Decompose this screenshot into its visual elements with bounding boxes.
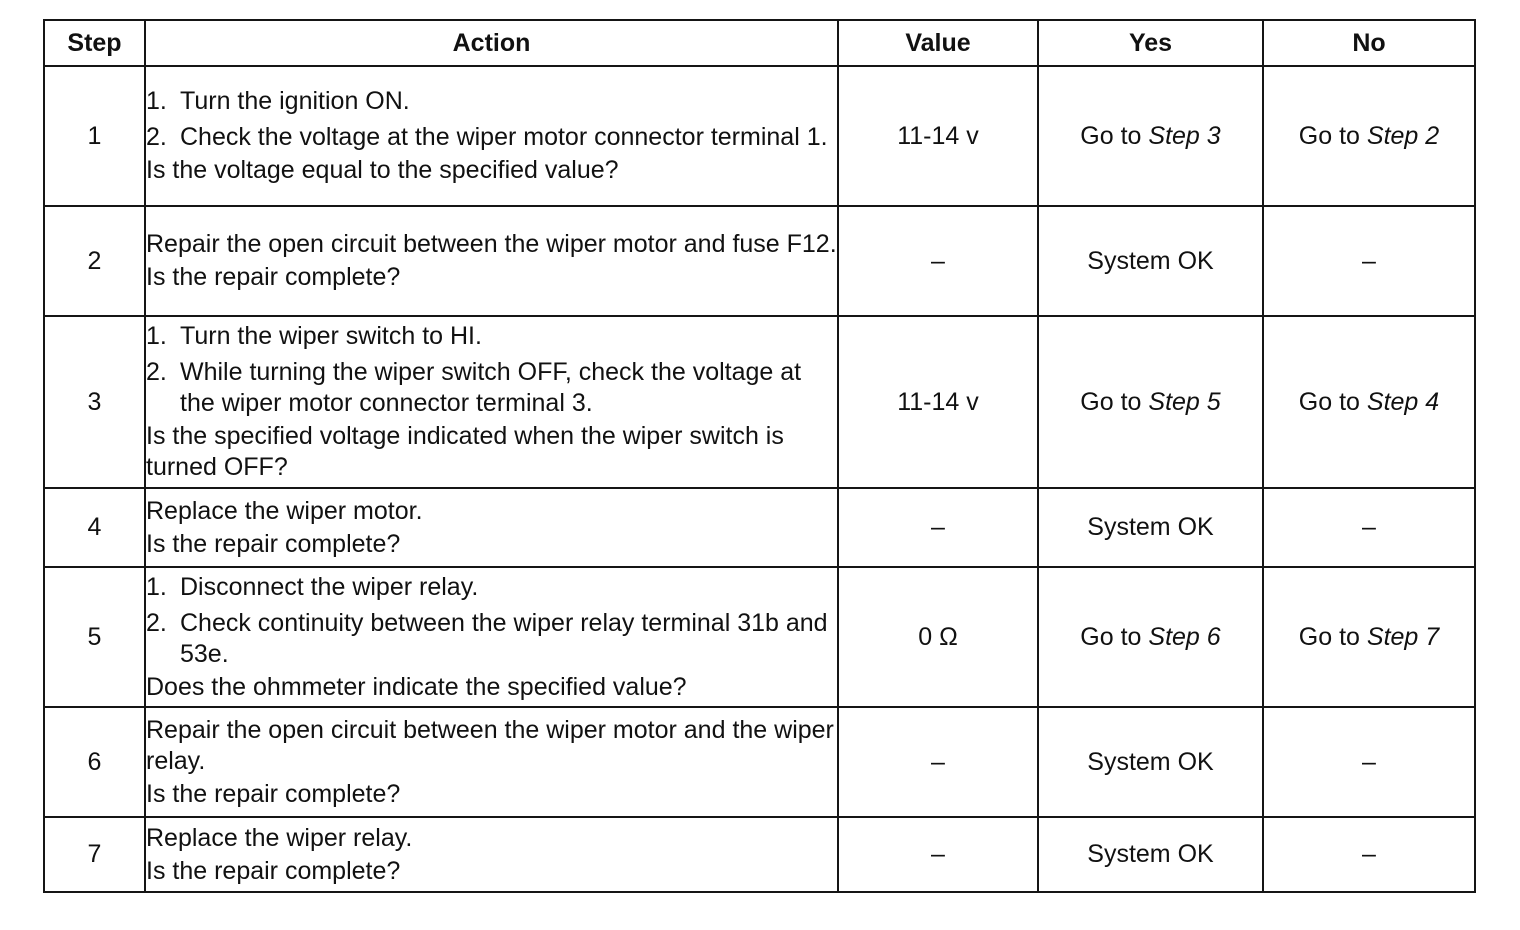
action-question: Is the repair complete?	[146, 779, 401, 808]
action-question: Is the repair complete?	[146, 263, 401, 291]
action-step-item	[146, 321, 837, 352]
table-row	[44, 206, 1475, 316]
action-cell	[145, 66, 838, 206]
no-cell	[1263, 66, 1475, 206]
action-instruction: Replace the wiper motor.	[146, 496, 423, 525]
action-item-number: 2.	[146, 358, 167, 386]
no-goto	[1299, 623, 1439, 651]
no-cell	[1263, 488, 1475, 567]
value-cell: 11-14 v	[838, 316, 1038, 488]
action-cell	[145, 817, 838, 892]
yes-cell	[1038, 488, 1263, 567]
action-cell	[145, 707, 838, 817]
yes-goto	[1080, 122, 1220, 150]
step-number-cell: 2	[44, 206, 145, 316]
action-question: Is the repair complete?	[146, 529, 401, 558]
action-cell	[145, 567, 838, 707]
value-cell: –	[838, 707, 1038, 817]
step-number-cell: 3	[44, 316, 145, 488]
header-value: Value	[838, 20, 1038, 66]
action-item-number: 1.	[146, 572, 167, 601]
no-cell	[1263, 567, 1475, 707]
table-row	[44, 66, 1475, 206]
action-item-number: 2.	[146, 123, 167, 151]
action-step-item	[146, 572, 837, 603]
no-text: –	[1362, 747, 1376, 776]
yes-cell	[1038, 206, 1263, 316]
header-step: Step	[44, 20, 145, 66]
yes-prefix: Go to	[1080, 622, 1142, 651]
no-cell	[1263, 707, 1475, 817]
yes-prefix: Go to	[1080, 121, 1142, 150]
action-item-text: Check continuity between the wiper relay terminal 31b and 53e.	[180, 608, 828, 668]
no-text: –	[1362, 840, 1376, 868]
no-text: –	[1362, 513, 1376, 541]
table-row	[44, 817, 1475, 892]
header-no: No	[1263, 20, 1475, 66]
action-question: Is the repair complete?	[146, 856, 401, 885]
no-prefix: Go to	[1298, 387, 1360, 416]
header-row	[44, 20, 1475, 66]
yes-text: System OK	[1087, 246, 1214, 275]
yes-goto	[1080, 388, 1220, 416]
yes-cell	[1038, 707, 1263, 817]
value-cell: 11-14 v	[838, 66, 1038, 206]
no-text: –	[1362, 246, 1376, 275]
table-row	[44, 567, 1475, 707]
yes-step-ref: Step 6	[1148, 622, 1221, 651]
yes-cell	[1038, 66, 1263, 206]
no-step-ref: Step 7	[1366, 622, 1440, 651]
no-prefix: Go to	[1298, 622, 1360, 651]
action-cell	[145, 206, 838, 316]
action-step-item	[146, 608, 837, 670]
action-instruction: Repair the open circuit between the wiper motor and the wiper relay.	[146, 715, 834, 775]
yes-cell	[1038, 567, 1263, 707]
yes-cell	[1038, 817, 1263, 892]
action-step-item	[146, 357, 837, 419]
step-number-cell: 5	[44, 567, 145, 707]
diagnostic-table-container	[43, 19, 1476, 893]
table-row	[44, 707, 1475, 817]
yes-text: System OK	[1087, 747, 1214, 776]
action-question: Is the voltage equal to the specified value?	[146, 156, 619, 184]
action-instruction: Repair the open circuit between the wiper motor and fuse F12.	[146, 230, 837, 258]
action-item-text: Check the voltage at the wiper motor connector terminal 1.	[180, 123, 828, 151]
no-step-ref: Step 2	[1366, 121, 1440, 150]
action-item-number: 2.	[146, 608, 167, 637]
action-instruction: Replace the wiper relay.	[146, 823, 413, 852]
table-row	[44, 488, 1475, 567]
step-number-cell: 4	[44, 488, 145, 567]
yes-text: System OK	[1087, 513, 1214, 541]
action-step-item	[146, 86, 837, 117]
value-cell: –	[838, 206, 1038, 316]
action-cell	[145, 316, 838, 488]
value-cell: –	[838, 817, 1038, 892]
action-item-text: Disconnect the wiper relay.	[180, 572, 479, 601]
no-cell	[1263, 817, 1475, 892]
action-step-item	[146, 122, 837, 153]
step-number-cell: 7	[44, 817, 145, 892]
action-item-number: 1.	[146, 87, 167, 115]
header-action: Action	[145, 20, 838, 66]
yes-goto	[1080, 623, 1220, 651]
header-yes: Yes	[1038, 20, 1263, 66]
diagnostic-table	[43, 19, 1476, 893]
yes-prefix: Go to	[1080, 387, 1142, 416]
action-item-text: Turn the wiper switch to HI.	[180, 322, 482, 350]
value-cell: 0 Ω	[838, 567, 1038, 707]
action-question: Is the specified voltage indicated when the wiper switch is turned OFF?	[146, 422, 784, 481]
yes-text: System OK	[1087, 840, 1214, 868]
no-step-ref: Step 4	[1366, 387, 1440, 416]
yes-step-ref: Step 3	[1148, 121, 1221, 150]
step-number-cell: 6	[44, 707, 145, 817]
no-goto	[1299, 388, 1439, 416]
action-item-text: While turning the wiper switch OFF, check the voltage at the wiper motor connector terminal 3.	[180, 358, 802, 417]
table-body	[44, 66, 1475, 892]
action-cell	[145, 488, 838, 567]
no-prefix: Go to	[1298, 121, 1360, 150]
no-cell	[1263, 316, 1475, 488]
yes-cell	[1038, 316, 1263, 488]
no-goto	[1299, 122, 1439, 150]
step-number-cell: 1	[44, 66, 145, 206]
action-item-number: 1.	[146, 322, 167, 350]
no-cell	[1263, 206, 1475, 316]
yes-step-ref: Step 5	[1148, 387, 1221, 416]
value-cell: –	[838, 488, 1038, 567]
table-row	[44, 316, 1475, 488]
action-item-text: Turn the ignition ON.	[180, 87, 410, 115]
action-question: Does the ohmmeter indicate the specified value?	[146, 672, 687, 701]
